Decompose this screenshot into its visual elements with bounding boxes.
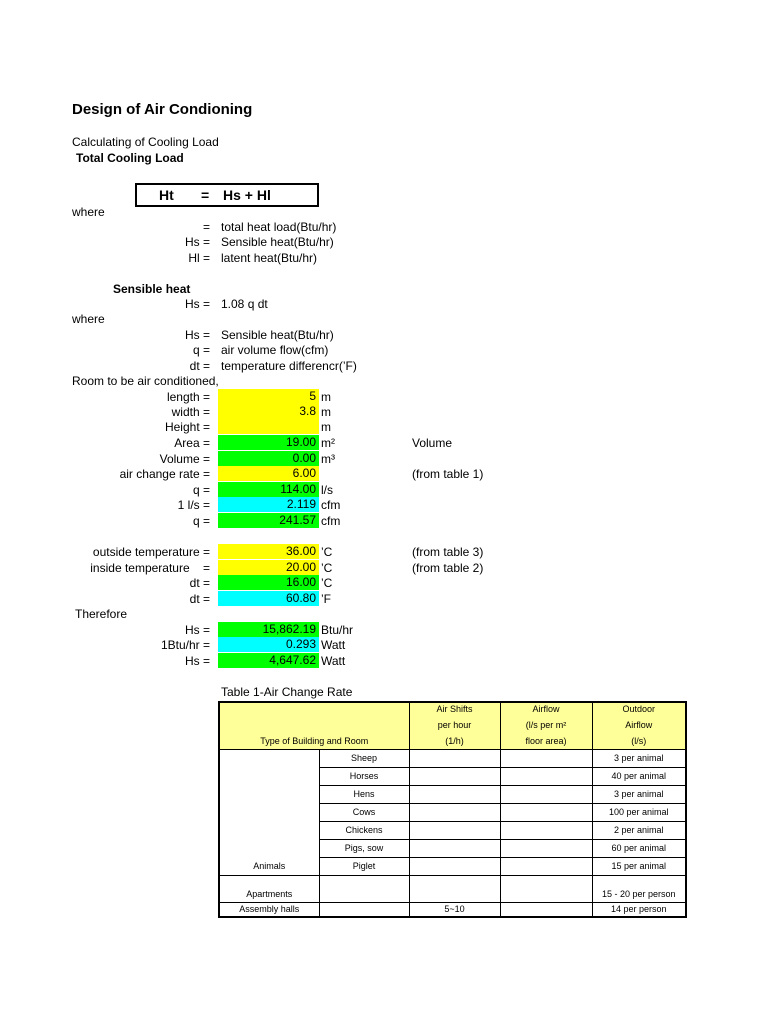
- animal-airflow: [500, 821, 592, 839]
- animal-outdoor: 3 per animal: [592, 749, 686, 767]
- sensible-formula-expr: 1.08 q dt: [221, 297, 268, 311]
- label-hs-btu: Hs =: [184, 623, 210, 637]
- apartments-outdoor: 15 - 20 per person: [592, 875, 686, 902]
- room-heading: Room to be air conditioned,: [72, 374, 219, 388]
- animal-airflow: [500, 785, 592, 803]
- table-header-row: [219, 702, 686, 749]
- animal-name: Sheep: [319, 749, 409, 767]
- def6-desc: temperature differencr(’F): [221, 359, 357, 373]
- assembly-outdoor: 14 per person: [592, 902, 686, 917]
- animal-name: Hens: [319, 785, 409, 803]
- unit-hs-btu: Btu/hr: [321, 623, 354, 637]
- value-dt-c: 16.00: [218, 575, 319, 590]
- def5-desc: air volume flow(cfm): [221, 343, 329, 357]
- animal-outdoor: 40 per animal: [592, 767, 686, 785]
- header-airflow-line1: Airflow: [532, 703, 560, 714]
- label-dt-f: dt =: [189, 592, 210, 606]
- animal-outdoor: 2 per animal: [592, 821, 686, 839]
- header-outdoor-line1: Outdoor: [622, 703, 656, 714]
- value-volume: 0.00: [218, 451, 319, 466]
- animal-shifts: [409, 857, 500, 875]
- header-airflow-line2: (l/s per m²: [525, 719, 567, 730]
- def6-symbol: dt =: [189, 359, 210, 373]
- label-q-ls: q =: [192, 483, 210, 497]
- label-length: length =: [166, 390, 210, 404]
- animal-outdoor: 15 per animal: [592, 857, 686, 875]
- assembly-shifts: 5~10: [409, 902, 500, 917]
- def4-desc: Sensible heat(Btu/hr): [221, 328, 334, 342]
- label-ls-conversion: 1 l/s =: [177, 498, 210, 512]
- formula-rhs: Hs + Hl: [223, 187, 271, 203]
- def2-desc: Sensible heat(Btu/hr): [221, 235, 334, 249]
- animal-airflow: [500, 767, 592, 785]
- def1-desc: total heat load(Btu/hr): [221, 220, 337, 234]
- unit-area: m²: [321, 436, 335, 450]
- animal-airflow: [500, 857, 592, 875]
- animal-shifts: [409, 839, 500, 857]
- label-width: width =: [171, 405, 210, 419]
- value-btu-conversion: 0.293: [218, 637, 319, 652]
- value-dt-f: 60.80: [218, 591, 319, 606]
- animal-shifts: [409, 821, 500, 839]
- value-outside-temp[interactable]: 36.00: [218, 544, 319, 559]
- value-area: 19.00: [218, 435, 319, 450]
- animal-outdoor: 3 per animal: [592, 785, 686, 803]
- animal-name: Pigs, sow: [319, 839, 409, 857]
- formula-eq: =: [201, 187, 210, 203]
- unit-dt-f: ’F: [321, 592, 331, 606]
- value-length[interactable]: 5: [218, 389, 319, 404]
- label-height: Height =: [164, 420, 210, 434]
- formula-box: [135, 183, 319, 207]
- where-label-2: where: [72, 312, 105, 326]
- note-volume: Volume: [412, 436, 453, 450]
- header-air-shifts-line3: (1/h): [445, 735, 464, 746]
- header-airflow: [500, 702, 592, 749]
- label-inside-temp: inside temperature =: [90, 561, 210, 575]
- apartments-name: Apartments: [219, 875, 319, 902]
- air-change-rate-table: [218, 701, 687, 918]
- animal-outdoor: 100 per animal: [592, 803, 686, 821]
- label-dt-c: dt =: [189, 576, 210, 590]
- animal-name: Cows: [319, 803, 409, 821]
- assembly-airflow: [500, 902, 592, 917]
- value-q-ls: 114.00: [218, 482, 319, 497]
- label-outside-temp: outside temperature =: [92, 545, 210, 559]
- animal-shifts: [409, 803, 500, 821]
- value-hs-watt: 4,647.62: [218, 653, 319, 668]
- unit-q-cfm: cfm: [321, 514, 341, 528]
- header-air-shifts-line1: Air Shifts: [436, 703, 473, 714]
- header-outdoor: [592, 702, 686, 749]
- apartments-airflow: [500, 875, 592, 902]
- label-btu-conversion: 1Btu/hr =: [160, 638, 210, 652]
- header-airflow-line3: floor area): [525, 735, 567, 746]
- def5-symbol: q =: [192, 343, 210, 357]
- assembly-name: Assembly halls: [219, 902, 319, 917]
- unit-inside-temp: ’C: [321, 561, 333, 575]
- unit-dt-c: ’C: [321, 576, 333, 590]
- value-q-cfm: 241.57: [218, 513, 319, 528]
- label-q-cfm: q =: [192, 514, 210, 528]
- unit-outside-temp: ’C: [321, 545, 333, 559]
- note-table3: (from table 3): [412, 545, 484, 559]
- unit-hs-watt: Watt: [321, 654, 346, 668]
- table-row: [219, 749, 686, 767]
- animal-airflow: [500, 839, 592, 857]
- where-label-1: where: [72, 205, 105, 219]
- header-air-shifts: [409, 702, 500, 749]
- unit-btu-conversion: Watt: [321, 638, 346, 652]
- apartments-shifts: [409, 875, 500, 902]
- animal-name: Piglet: [319, 857, 409, 875]
- label-volume: Volume =: [159, 452, 210, 466]
- def1-symbol: =: [202, 220, 210, 234]
- note-table2: (from table 2): [412, 561, 484, 575]
- assembly-sub: [319, 902, 409, 917]
- animal-outdoor: 60 per animal: [592, 839, 686, 857]
- animal-shifts: [409, 749, 500, 767]
- apartments-sub: [319, 875, 409, 902]
- sensible-heat-heading: Sensible heat: [113, 282, 191, 296]
- def2-symbol: Hs =: [184, 235, 210, 249]
- animal-name: Horses: [319, 767, 409, 785]
- label-area: Area =: [174, 436, 210, 450]
- unit-length: m: [321, 390, 331, 404]
- formula-lhs: Ht: [159, 187, 174, 203]
- unit-width: m: [321, 405, 331, 419]
- header-outdoor-line2: Airflow: [625, 719, 653, 730]
- def4-symbol: Hs =: [184, 328, 210, 342]
- def3-desc: latent heat(Btu/hr): [221, 251, 318, 265]
- header-air-shifts-line2: per hour: [437, 719, 472, 730]
- therefore-label: Therefore: [75, 607, 128, 621]
- page-title: Design of Air Condioning: [72, 101, 253, 118]
- sensible-formula-symbol: Hs =: [184, 297, 210, 311]
- value-hs-btu: 15,862.19: [218, 622, 319, 637]
- unit-q-ls: l/s: [321, 483, 333, 497]
- animal-shifts: [409, 767, 500, 785]
- table1-caption: Table 1-Air Change Rate: [221, 685, 353, 699]
- header-outdoor-line3: (l/s): [631, 735, 647, 746]
- animal-airflow: [500, 803, 592, 821]
- value-inside-temp[interactable]: 20.00: [218, 560, 319, 575]
- label-hs-watt: Hs =: [184, 654, 210, 668]
- animal-name: Chickens: [319, 821, 409, 839]
- table-row: [219, 902, 686, 917]
- unit-ls-conversion: cfm: [321, 498, 341, 512]
- note-table1: (from table 1): [412, 467, 484, 481]
- header-type: Type of Building and Room: [219, 702, 409, 749]
- subtitle-total-cooling-load: Total Cooling Load: [76, 151, 184, 165]
- def3-symbol: Hl =: [188, 251, 210, 265]
- value-air-change-rate[interactable]: 6.00: [218, 466, 319, 481]
- unit-height: m: [321, 420, 331, 434]
- animals-group-label: Animals: [219, 749, 319, 875]
- label-air-change-rate: air change rate =: [119, 467, 210, 481]
- animal-airflow: [500, 749, 592, 767]
- table-row: [219, 875, 686, 902]
- value-height[interactable]: [218, 419, 319, 434]
- value-width[interactable]: 3.8: [218, 404, 319, 419]
- unit-volume: m³: [321, 452, 335, 466]
- subtitle-cooling-load: Calculating of Cooling Load: [72, 135, 219, 149]
- animal-shifts: [409, 785, 500, 803]
- value-ls-conversion: 2.119: [218, 497, 319, 512]
